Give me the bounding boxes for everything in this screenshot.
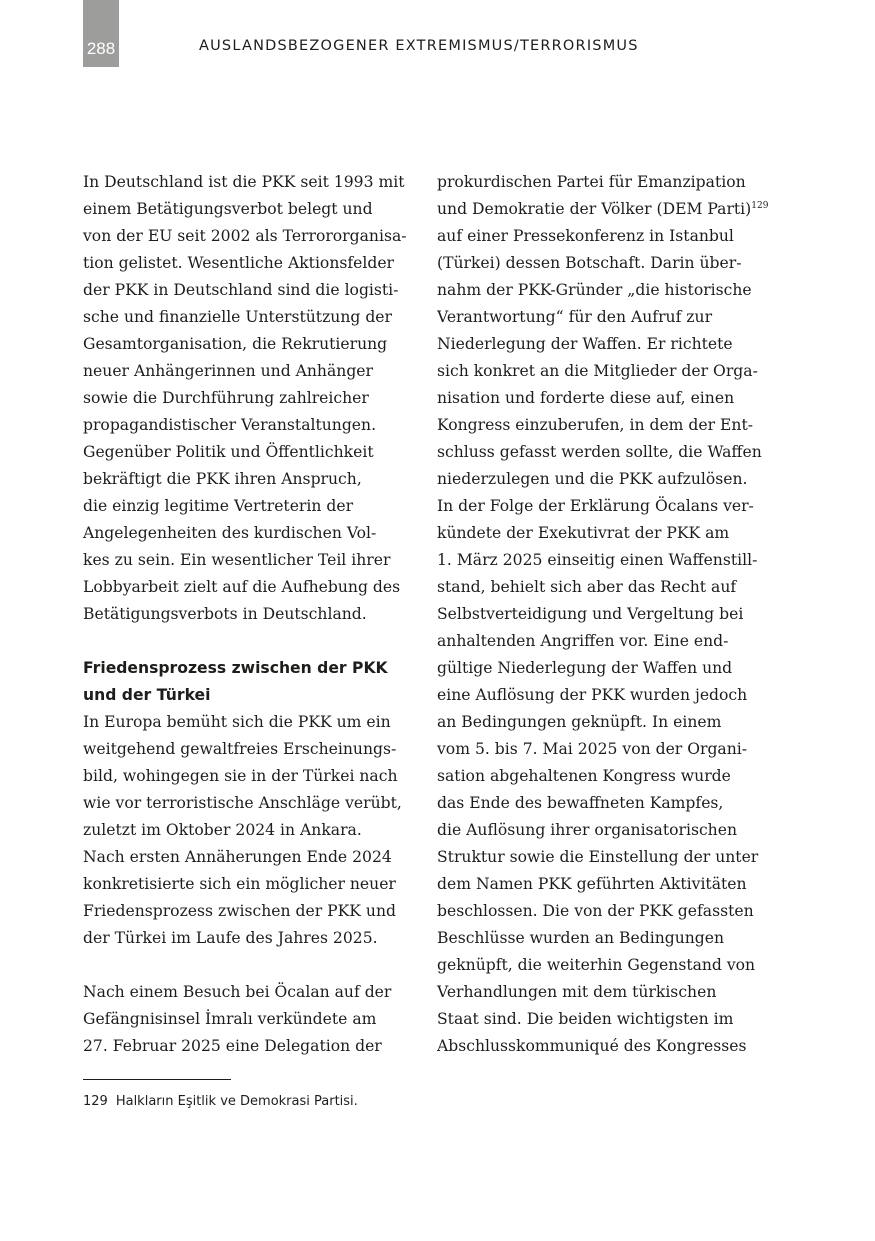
text-line: Gegenüber Politik und Öffentlichkeit — [83, 443, 374, 461]
text-line: Struktur sowie die Einstellung der unter — [437, 848, 759, 866]
text-line: sich konkret an die Mitglieder der Orga- — [437, 362, 758, 380]
text-line: sowie die Durchführung zahlreicher — [83, 389, 369, 407]
text-line: anhaltenden Angriffen vor. Eine end- — [437, 632, 729, 650]
text-line: von der EU seit 2002 als Terrororganisa- — [83, 227, 407, 245]
text-line: weitgehend gewaltfreies Erscheinungs- — [83, 740, 397, 758]
text-line: und der Türkei — [83, 686, 211, 704]
page-number-box — [83, 0, 119, 67]
footnote-reference[interactable]: 129 — [751, 201, 769, 211]
text-line: In Deutschland ist die PKK seit 1993 mit — [83, 173, 405, 191]
text-line: wie vor terroristische Anschläge verübt, — [83, 794, 402, 812]
text-line: kündete der Exekutivrat der PKK am — [437, 524, 730, 542]
paragraph — [83, 169, 413, 628]
text-line: nahm der PKK-Gründer „die historische — [437, 281, 752, 299]
text-line-content: und Demokratie der Völker (DEM Parti) — [437, 200, 752, 218]
text-line: neuer Anhängerinnen und Anhänger — [83, 362, 373, 380]
text-line: dem Namen PKK geführten Aktivitäten — [437, 875, 747, 893]
footnote-text: Halkların Eşitlik ve Demokrasi Partisi. — [115, 1094, 358, 1109]
text-line: 1. März 2025 einseitig einen Waffenstill- — [437, 551, 758, 569]
text-line: bekräftigt die PKK ihren Anspruch, — [83, 470, 362, 488]
text-line: 27. Februar 2025 eine Delegation der — [83, 1037, 382, 1055]
text-line: Lobbyarbeit zielt auf die Aufhebung des — [83, 578, 401, 596]
text-line: In Europa bemüht sich die PKK um ein — [83, 713, 391, 731]
section-heading — [83, 655, 413, 709]
text-line: vom 5. bis 7. Mai 2025 von der Organi- — [437, 740, 748, 758]
footnote — [83, 1094, 358, 1109]
text-line: Gefängnisinsel İmralı verkündete am — [83, 1010, 377, 1028]
text-line: konkretisierte sich ein möglicher neuer — [83, 875, 396, 893]
text-line: stand, behielt sich aber das Recht auf — [437, 578, 737, 596]
text-line: Angelegenheiten des kurdischen Vol- — [83, 524, 377, 542]
page-number: 288 — [86, 39, 116, 58]
text-line: Friedensprozess zwischen der PKK — [83, 659, 388, 677]
text-line: an Bedingungen geknüpft. In einem — [437, 713, 722, 731]
running-head: AUSLANDSBEZOGENER EXTREMISMUS/TERRORISMUS — [199, 38, 639, 54]
text-line: kes zu sein. Ein wesentlicher Teil ihrer — [83, 551, 391, 569]
text-line — [437, 196, 767, 223]
text-line: In der Folge der Erklärung Öcalans ver- — [437, 497, 754, 515]
text-line: beschlossen. Die von der PKK gefassten — [437, 902, 754, 920]
text-line: Verhandlungen mit dem türkischen — [437, 983, 717, 1001]
text-line: die Auflösung ihrer organisatorischen — [437, 821, 737, 839]
text-line: (Türkei) dessen Botschaft. Darin über- — [437, 254, 742, 272]
text-line: Selbstverteidigung und Vergeltung bei — [437, 605, 744, 623]
footnote-number: 129 — [83, 1094, 108, 1109]
paragraph — [437, 223, 767, 1060]
text-line: auf einer Pressekonferenz in Istanbul — [437, 227, 734, 245]
text-line: Verantwortung“ für den Aufruf zur — [437, 308, 713, 326]
text-line: geknüpft, die weiterhin Gegenstand von — [437, 956, 756, 974]
text-line: sche und finanzielle Unterstützung der — [83, 308, 392, 326]
paragraph — [83, 709, 413, 952]
text-line: Niederlegung der Waffen. Er richtete — [437, 335, 733, 353]
text-line: Abschlusskommuniqué des Kongresses — [437, 1037, 747, 1055]
text-line: eine Auflösung der PKK wurden jedoch — [437, 686, 748, 704]
text-line: der Türkei im Laufe des Jahres 2025. — [83, 929, 378, 947]
text-line: Beschlüsse wurden an Bedingungen — [437, 929, 725, 947]
text-line: zuletzt im Oktober 2024 in Ankara. — [83, 821, 362, 839]
footnote-divider — [83, 1079, 231, 1080]
text-line: Nach ersten Annäherungen Ende 2024 — [83, 848, 392, 866]
text-line: Staat sind. Die beiden wichtigsten im — [437, 1010, 734, 1028]
paragraph — [83, 979, 413, 1060]
text-line: gültige Niederlegung der Waffen und — [437, 659, 733, 677]
text-line: der PKK in Deutschland sind die logisti- — [83, 281, 399, 299]
text-line: sation abgehaltenen Kongress wurde — [437, 767, 731, 785]
text-line: Gesamtorganisation, die Rekrutierung — [83, 335, 388, 353]
text-line: Betätigungsverbots in Deutschland. — [83, 605, 367, 623]
text-line: prokurdischen Partei für Emanzipation — [437, 173, 746, 191]
text-line: Kongress einzuberufen, in dem der Ent- — [437, 416, 753, 434]
text-line: schluss gefasst werden sollte, die Waffen — [437, 443, 762, 461]
right-column — [437, 169, 767, 1060]
text-line: einem Betätigungsverbot belegt und — [83, 200, 373, 218]
left-column — [83, 169, 413, 1060]
text-line: niederzulegen und die PKK aufzulösen. — [437, 470, 748, 488]
text-line: nisation und forderte diese auf, einen — [437, 389, 735, 407]
text-line: die einzig legitime Vertreterin der — [83, 497, 354, 515]
text-line: Nach einem Besuch bei Öcalan auf der — [83, 983, 392, 1001]
text-line: Friedensprozess zwischen der PKK und — [83, 902, 396, 920]
text-line: das Ende des bewaffneten Kampfes, — [437, 794, 724, 812]
text-line: propagandistischer Veranstaltungen. — [83, 416, 377, 434]
text-line: tion gelistet. Wesentliche Aktionsfelder — [83, 254, 395, 272]
text-line: bild, wohingegen sie in der Türkei nach — [83, 767, 398, 785]
